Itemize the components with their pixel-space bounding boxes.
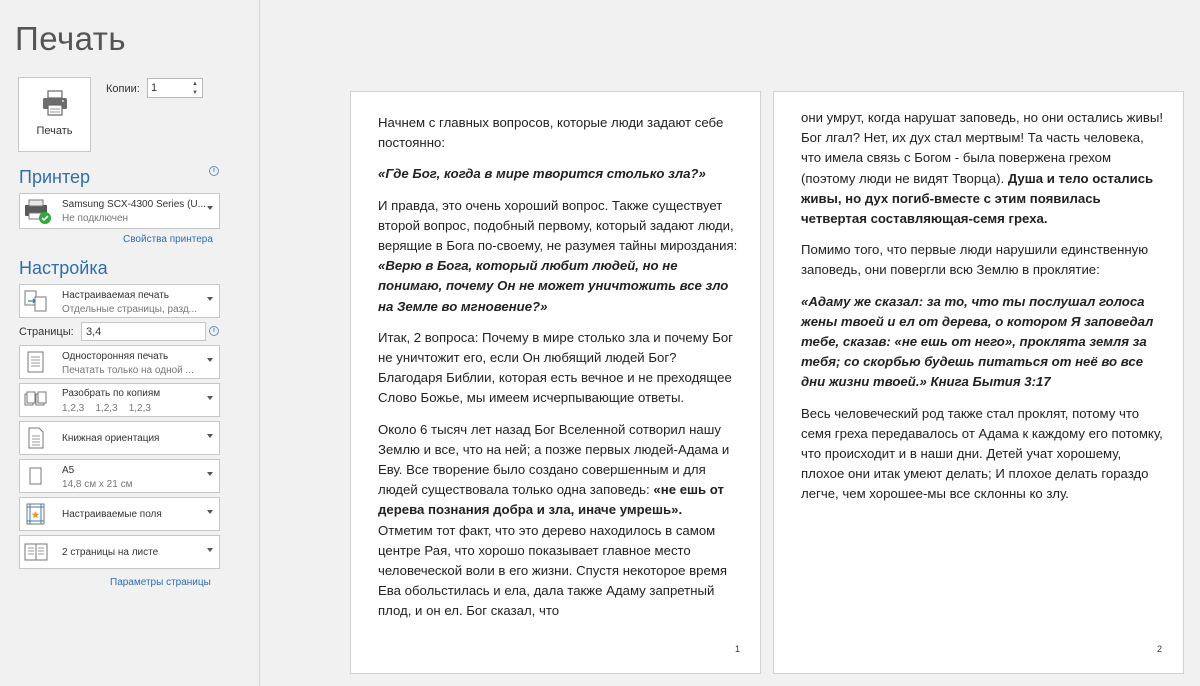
print-button[interactable] xyxy=(18,77,91,152)
print-range-subtitle: Отдельные страницы, разд... xyxy=(62,304,198,315)
printer-device-icon xyxy=(23,199,53,225)
page-number: 2 xyxy=(1157,644,1163,654)
sides-dropdown[interactable] xyxy=(19,345,220,379)
copies-label: Копии: xyxy=(106,83,140,95)
text: они умрут, когда нарушат заповедь, но они остались живы! Бог лгал? Нет, их дух стал мертвым! Та часть человека, что имела связь с Богом - была повержена грехом (поэтому люди не видят Творца). xyxy=(801,110,1163,186)
two-per-sheet-icon xyxy=(24,541,48,563)
pages-per-sheet-dropdown[interactable] xyxy=(19,535,220,569)
paper-size-title: A5 xyxy=(62,465,75,476)
quote: «Верю в Бога, который любит людей, но не понимаю, почему Он не может уничтожить все зло на Земле во мгновение?» xyxy=(378,258,729,314)
copies-input[interactable] xyxy=(151,81,185,95)
text: И правда, это очень хороший вопрос. Также существует второй вопрос, подобный первому, который задают люди, верящие в Бога по-своему, не разумея тайны мироздания: xyxy=(378,197,738,254)
portrait-icon xyxy=(24,427,48,449)
quote xyxy=(801,292,1163,393)
printer-status: Не подключен xyxy=(62,213,129,224)
custom-print-icon xyxy=(24,290,48,312)
paragraph xyxy=(378,196,740,317)
orientation-dropdown[interactable] xyxy=(19,421,220,455)
margins-dropdown[interactable] xyxy=(19,497,220,531)
paragraph: Начнем с главных вопросов, которые люди задают себе постоянно: xyxy=(378,115,724,151)
paragraph xyxy=(801,108,1163,229)
paper-size-subtitle: 14,8 см x 21 см xyxy=(62,479,133,490)
chevron-down-icon xyxy=(207,358,213,362)
orientation-title: Книжная ориентация xyxy=(62,433,160,444)
printer-section-title: Принтер xyxy=(19,167,91,187)
bold-text: Душа и тело остались живы, но дух погиб-вместе с этим появилась четвертая составляющая-семя греха. xyxy=(801,170,1154,227)
preview-page-2 xyxy=(773,91,1184,674)
printer-icon xyxy=(41,90,69,116)
printer-info-icon[interactable]: i xyxy=(209,166,219,176)
bold-text: «не ешь от дерева познания добра и зла, иначе умрешь». xyxy=(378,482,724,518)
page-1-content xyxy=(378,113,740,633)
collate-subtitle: 1,2,3 1,2,3 1,2,3 xyxy=(62,403,151,414)
pages-input[interactable] xyxy=(81,322,206,341)
quote: «Где Бог, когда в мире творится столько зла?» xyxy=(378,166,706,182)
chevron-down-icon xyxy=(207,396,213,400)
printer-name: Samsung SCX-4300 Series (U... xyxy=(62,199,206,210)
pages-label: Страницы: xyxy=(19,326,74,338)
chevron-down-icon xyxy=(207,510,213,514)
copies-up-icon[interactable]: ▲ xyxy=(192,81,198,87)
preview-page-1 xyxy=(350,91,761,674)
print-button-label: Печать xyxy=(36,125,73,137)
chevron-down-icon xyxy=(207,297,213,301)
chevron-down-icon xyxy=(207,472,213,476)
paragraph xyxy=(378,420,740,622)
page-setup-link[interactable]: Параметры страницы xyxy=(110,577,211,588)
page-2-content xyxy=(801,108,1163,516)
page-title: Печать xyxy=(15,20,127,57)
one-sided-icon xyxy=(24,351,48,373)
printer-dropdown[interactable] xyxy=(19,193,220,229)
pages-info-icon[interactable]: i xyxy=(209,326,219,336)
chevron-down-icon xyxy=(207,206,213,210)
paragraph: Весь человеческий род также стал проклят, потому что семя греха передавалось от Адама к каждому его потомку, что происходит и в наши дни. Детей учат хорошему, плохое они итак умеют делать; И плохое делать гораздо легче, чем хорошее-мы все склонны ко злу. xyxy=(801,405,1163,502)
margins-icon xyxy=(24,503,48,525)
chevron-down-icon xyxy=(207,548,213,552)
collate-dropdown[interactable] xyxy=(19,383,220,417)
text: , проклята земля за тебя; со скорбью будешь питаться от неё во все дни жизни твоей.» Книга Бытия 3:17 xyxy=(801,334,1147,390)
collate-title: Разобрать по копиям xyxy=(62,388,161,399)
paper-size-dropdown[interactable] xyxy=(19,459,220,493)
sides-title: Односторонняя печать xyxy=(62,351,169,362)
page-number: 1 xyxy=(735,644,741,654)
print-range-dropdown[interactable] xyxy=(19,284,220,318)
margins-title: Настраиваемые поля xyxy=(62,509,162,520)
paper-size-icon xyxy=(24,465,48,487)
text: «не ешь от него» xyxy=(894,334,1013,350)
paragraph: Итак, 2 вопроса: Почему в мире столько зла и почему Бог не уничтожит его, если Он любящий людей Бог? Благодаря Библии, которая есть вечное и не преходящее Слово Божье, мы имеем исчерпывающие ответы. xyxy=(378,329,733,406)
text: «Адаму же сказал: за то, что ты послушал голоса жены твоей и ел от дерева, о котором Я заповедал тебе, сказав: xyxy=(801,293,1154,350)
pages-per-sheet-title: 2 страницы на листе xyxy=(62,547,159,558)
settings-section-title: Настройка xyxy=(19,258,108,278)
chevron-down-icon xyxy=(207,434,213,438)
printer-properties-link[interactable]: Свойства принтера xyxy=(123,234,213,245)
collate-icon xyxy=(24,389,48,411)
print-range-title: Настраиваемая печать xyxy=(62,290,170,301)
paragraph: Помимо того, что первые люди нарушили единственную заповедь, они повергли всю Землю в проклятие: xyxy=(801,242,1149,278)
copies-spinner[interactable] xyxy=(147,78,203,98)
copies-down-icon[interactable]: ▼ xyxy=(192,90,198,96)
text: Отметим тот факт, что это дерево находилось в самом центре Рая, что хорошо показывает главное место человеческой воли в его жизни. Спустя некоторое время Ева обольстилась и ела, дала также Адаму запретный плод, и он ел. Бог сказал, что xyxy=(378,522,728,619)
text: Около 6 тысяч лет назад Бог Вселенной сотворил нашу Землю и все, что на ней; а позже первых людей-Адама и Еву. Все творение было создано совершенным и для людей существовала только одна заповедь: xyxy=(378,421,730,498)
sides-subtitle: Печатать только на одной ... xyxy=(62,365,194,376)
